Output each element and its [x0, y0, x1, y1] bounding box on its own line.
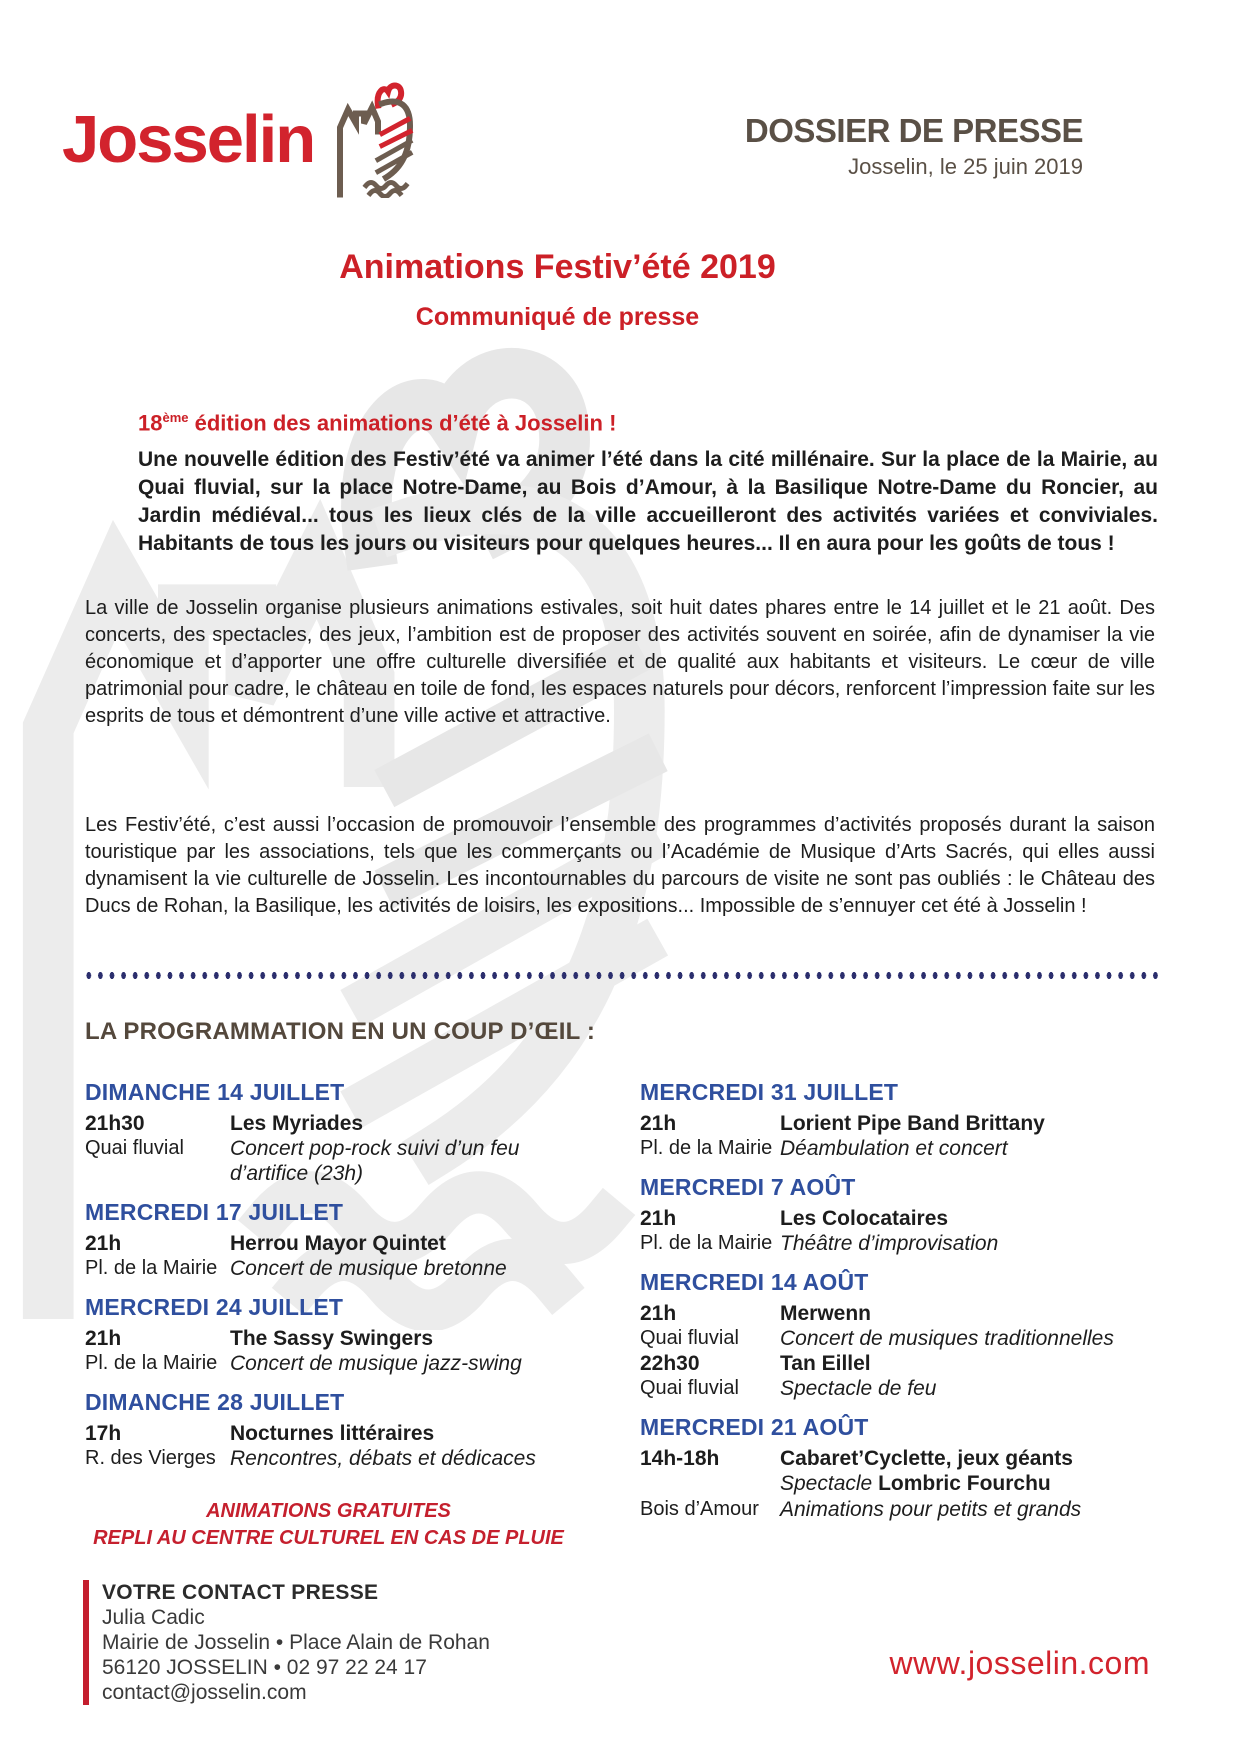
program-event — [85, 1198, 572, 1281]
program-event — [85, 1388, 572, 1471]
website-url: www.josselin.com — [889, 1645, 1150, 1681]
contact-name: Julia Cadic — [102, 1606, 205, 1629]
body-paragraph-2: Les Festiv’été, c’est aussi l’occasion de promouvoir l’ensemble des programmes d’activités proposés durant la saison touristique par les associations, tels que les commerçants ou l’Académie de Musique d’Arts Sacrés, qui elles aussi dynamisent la vie culturelle de Josselin. Les incontournables du parcours de visite ne sont pas oubliés : le Château des Ducs de Rohan, la Basilique, les activités de loisirs, les expositions... Impossible de s’ennuyer cet été à Josselin ! — [85, 814, 1155, 917]
dotted-separator — [83, 971, 1160, 980]
free-admission-notice — [85, 1498, 572, 1552]
event-row — [640, 1446, 1160, 1471]
event-time-or-place: 21h — [85, 1232, 122, 1255]
event-text-italic: Spectacle — [780, 1472, 879, 1495]
event-row — [640, 1497, 1160, 1522]
event-text: Spectacle de feu — [780, 1377, 937, 1400]
event-time-or-place: Quai fluvial — [640, 1377, 739, 1399]
intro-heading — [138, 410, 616, 436]
event-text: Rencontres, débats et dédicaces — [230, 1447, 536, 1470]
event-text: Concert de musiques traditionnelles — [780, 1327, 1114, 1350]
event-row — [640, 1136, 1160, 1161]
event-row — [640, 1326, 1160, 1351]
event-row — [640, 1471, 1160, 1497]
intro-heading-sup: ème — [162, 410, 189, 425]
event-row — [640, 1231, 1160, 1256]
program-column-right — [640, 1078, 1160, 1534]
document-type: DOSSIER DE PRESSE — [744, 112, 1083, 149]
event-row — [640, 1376, 1160, 1401]
event-time-or-place: 21h — [85, 1327, 122, 1350]
event-text: Déambulation et concert — [780, 1137, 1008, 1160]
event-row — [640, 1301, 1160, 1326]
program-event — [640, 1078, 1160, 1161]
event-row — [640, 1206, 1160, 1231]
subtitle: Communiqué de presse — [415, 303, 700, 331]
event-date-heading: DIMANCHE 28 JUILLET — [85, 1389, 345, 1415]
event-time-or-place: Bois d’Amour — [640, 1498, 759, 1520]
event-time-or-place: 14h-18h — [640, 1447, 720, 1470]
event-time-or-place: Pl. de la Mairie — [85, 1257, 218, 1279]
event-row — [85, 1326, 572, 1351]
program-event — [640, 1413, 1160, 1522]
contact-address: Mairie de Josselin • Place Alain de Rohan — [102, 1631, 490, 1654]
event-time-or-place: 22h30 — [640, 1352, 700, 1375]
event-time-or-place: 17h — [85, 1422, 122, 1445]
program-event — [85, 1078, 572, 1186]
event-time-or-place: 21h — [640, 1302, 677, 1325]
event-time-or-place: Quai fluvial — [640, 1327, 739, 1349]
event-time-or-place — [640, 1471, 780, 1497]
document-meta — [745, 112, 1083, 180]
document-date: Josselin, le 25 juin 2019 — [848, 154, 1083, 179]
notice-line-1: ANIMATIONS GRATUITES — [206, 1500, 451, 1522]
event-row — [640, 1351, 1160, 1376]
contact-email: contact@josselin.com — [102, 1681, 307, 1704]
red-accent-bar — [83, 1580, 89, 1705]
event-text: Cabaret’Cyclette, jeux géants — [780, 1447, 1073, 1470]
program-event — [85, 1293, 572, 1376]
program-event — [640, 1173, 1160, 1256]
event-row — [85, 1446, 572, 1471]
event-date-heading: MERCREDI 14 AOÛT — [640, 1269, 869, 1295]
intro-heading-number: 18 — [138, 410, 163, 436]
event-date-heading: MERCREDI 21 AOÛT — [640, 1414, 869, 1440]
event-text: Animations pour petits et grands — [780, 1498, 1082, 1521]
event-text: Tan Eillel — [780, 1352, 871, 1375]
event-time-or-place: 21h — [640, 1112, 677, 1135]
program-event — [640, 1268, 1160, 1401]
event-time-or-place: 21h — [640, 1207, 677, 1230]
event-date-heading: MERCREDI 24 JUILLET — [85, 1294, 344, 1320]
program-heading: LA PROGRAMMATION EN UN COUP D’ŒIL : — [85, 1018, 596, 1045]
event-row — [85, 1136, 572, 1186]
event-row — [640, 1111, 1160, 1136]
event-text-bold: Lombric Fourchu — [878, 1472, 1051, 1495]
event-text: Les Colocataires — [780, 1207, 949, 1230]
press-contact-block — [83, 1580, 490, 1705]
contact-heading: VOTRE CONTACT PRESSE — [102, 1581, 379, 1604]
notice-line-2: REPLI AU CENTRE CULTUREL EN CAS DE PLUIE — [93, 1527, 564, 1549]
event-row — [85, 1111, 572, 1136]
title-block — [40, 248, 1075, 332]
event-text: Herrou Mayor Quintet — [230, 1232, 446, 1255]
contact-city-phone: 56120 JOSSELIN • 02 97 22 24 17 — [102, 1656, 427, 1679]
event-time-or-place: Pl. de la Mairie — [640, 1137, 773, 1159]
program-column-left — [85, 1078, 572, 1483]
event-text: The Sassy Swingers — [230, 1327, 434, 1350]
event-text: Concert de musique bretonne — [230, 1257, 507, 1280]
event-time-or-place: R. des Vierges — [85, 1447, 216, 1469]
event-text: Nocturnes littéraires — [230, 1422, 435, 1445]
event-time-or-place: Quai fluvial — [85, 1137, 184, 1159]
event-time-or-place: Pl. de la Mairie — [640, 1232, 773, 1254]
event-text: Concert de musique jazz-swing — [230, 1352, 522, 1375]
intro-heading-text: édition des animations d’été à Josselin ! — [188, 410, 617, 436]
event-date-heading: MERCREDI 31 JUILLET — [640, 1079, 899, 1105]
event-row — [85, 1256, 572, 1281]
event-time-or-place: 21h30 — [85, 1112, 145, 1135]
event-row — [85, 1421, 572, 1446]
event-text: Merwenn — [780, 1302, 872, 1325]
event-text: Lorient Pipe Band Brittany — [780, 1112, 1045, 1135]
event-row — [85, 1351, 572, 1376]
josselin-logo — [62, 80, 416, 198]
event-date-heading: DIMANCHE 14 JUILLET — [85, 1079, 345, 1105]
event-text: Concert pop-rock suivi d’un feu d’artifice (23h) — [230, 1137, 520, 1185]
lead-paragraph: Une nouvelle édition des Festiv’été va animer l’été dans la cité millénaire. Sur la place de la Mairie, au Quai fluvial, sur la place Notre-Dame, au Bois d’Amour, à la Basilique Notre-Dame du Roncier, au Jardin médiéval... tous les lieux clés de la ville accueilleront des activités variées et conviviales. Habitants de tous les jours ou visiteurs pour quelques heures... Il en aura pour les goûts de tous ! — [138, 448, 1158, 555]
event-date-heading: MERCREDI 7 AOÛT — [640, 1174, 856, 1200]
event-date-heading: MERCREDI 17 JUILLET — [85, 1199, 344, 1225]
main-title: Animations Festiv’été 2019 — [339, 248, 776, 286]
event-time-or-place: Pl. de la Mairie — [85, 1352, 218, 1374]
logo-wordmark: Josselin — [62, 101, 315, 177]
castle-icon — [326, 80, 416, 198]
contact-text — [102, 1580, 490, 1705]
event-text — [780, 1471, 1160, 1497]
body-paragraph-1: La ville de Josselin organise plusieurs animations estivales, soit huit dates phares entre le 14 juillet et le 21 août. Des concerts, des spectacles, des jeux, l’ambition est de proposer des activités souvent en soirée, afin de dynamiser la vie économique et d’apporter une offre culturelle diversifiée et de qualité aux habitants et visiteurs. Le cœur de ville patrimonial pour cadre, le château en toile de fond, les espaces naturels pour décors, renforcent l’impression faite sur les esprits de tous et démontrent d’une ville active et attractive. — [85, 597, 1155, 727]
event-row — [85, 1231, 572, 1256]
event-text: Théâtre d’improvisation — [780, 1232, 999, 1255]
event-text: Les Myriades — [230, 1112, 364, 1135]
